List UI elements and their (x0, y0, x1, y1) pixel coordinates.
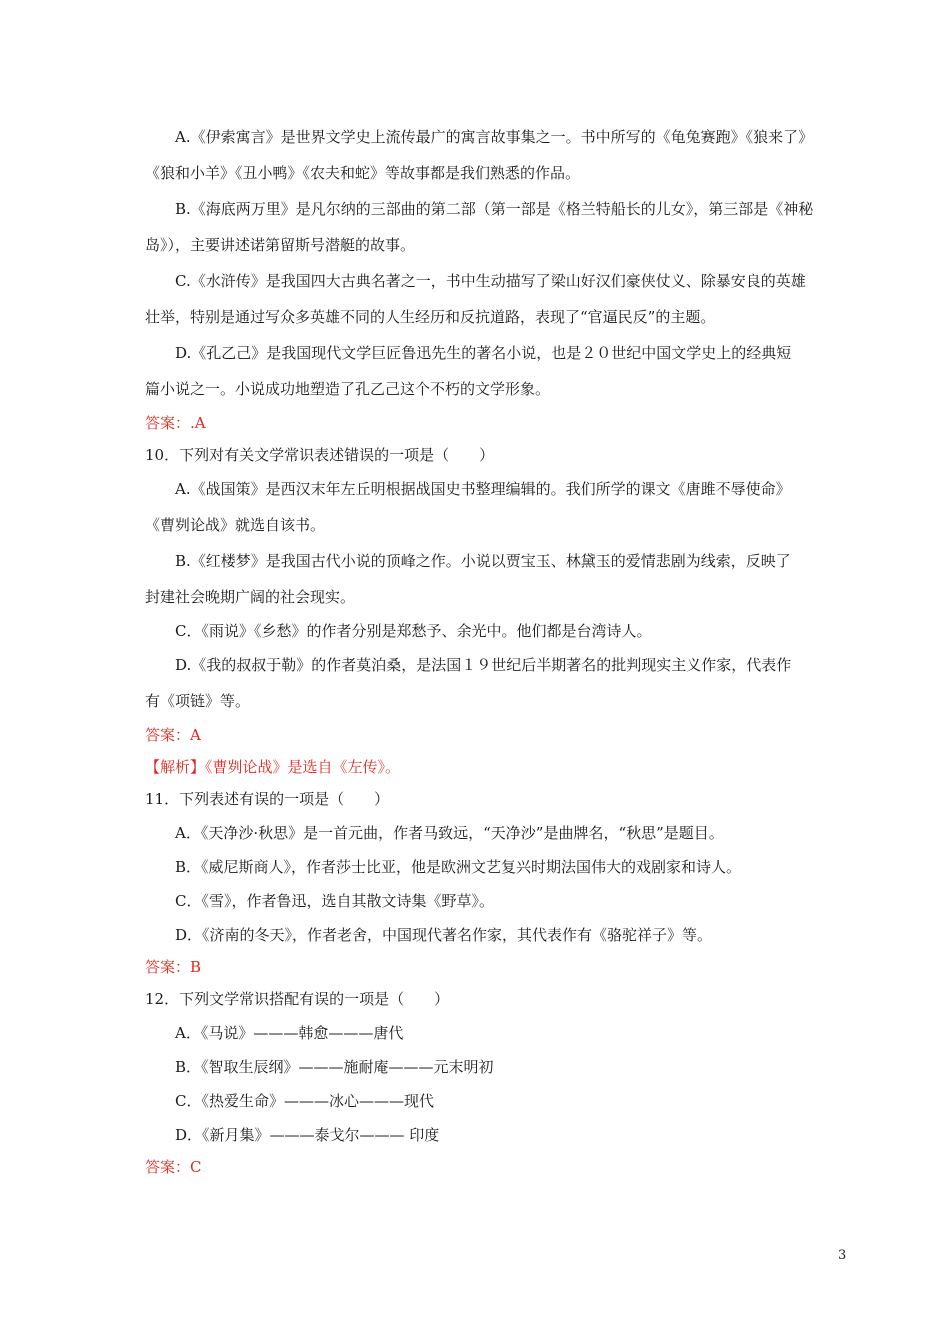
q9-option-c-line1: C.《水浒传》是我国四大古典名著之一，书中生动描写了梁山好汉们豪侠仗义、除暴安良的英雄 (175, 272, 806, 290)
q9-answer: 答案：.A (145, 414, 206, 432)
q9-option-a-line2: 《狼和小羊》《丑小鸭》《农夫和蛇》等故事都是我们熟悉的作品。 (145, 164, 581, 182)
q9-option-b-line1: B.《海底两万里》是凡尔纳的三部曲的第二部（第一部是《格兰特船长的儿女》，第三部是《神秘 (175, 200, 814, 218)
page-number: 3 (838, 1248, 847, 1263)
q10-option-c: C．《雨说》《乡愁》的作者分别是郑愁予、余光中。他们都是台湾诗人。 (175, 622, 652, 640)
q9-option-a-line1: A.《伊索寓言》是世界文学史上流传最广的寓言故事集之一。书中所写的《龟兔赛跑》《狼来了》 (175, 128, 814, 146)
q12-option-b: B．《智取生辰纲》———施耐庵———元末明初 (175, 1058, 494, 1076)
q9-option-d-line1: D.《孔乙己》是我国现代文学巨匠鲁迅先生的著名小说，也是２０世纪中国文学史上的经典短 (175, 344, 792, 362)
q10-option-d-line1: D.《我的叔叔于勒》的作者莫泊桑，是法国１９世纪后半期著名的批判现实主义作家，代表作 (175, 656, 792, 674)
q10-option-d-line2: 有《项链》等。 (145, 692, 251, 710)
q9-option-c-line2: 壮举，特别是通过写众多英雄不同的人生经历和反抗道路，表现了“官逼民反”的主题。 (145, 308, 716, 326)
q12-option-d: D．《新月集》———泰戈尔——— 印度 (175, 1126, 440, 1144)
q12-answer: 答案：C (145, 1158, 202, 1176)
q11-stem: 11．下列表述有误的一项是（ ） (145, 790, 390, 808)
q10-answer: 答案：A (145, 726, 201, 744)
q12-option-a: A．《马说》———韩愈———唐代 (175, 1024, 404, 1042)
q12-option-c: C．《热爱生命》———冰心———现代 (175, 1092, 434, 1110)
q10-option-b-line2: 封建社会晚期广阔的社会现实。 (145, 588, 356, 606)
q10-analysis: 【解析】《曹刿论战》是选自《左传》。 (145, 758, 401, 776)
q11-option-a: A．《天净沙·秋思》是一首元曲，作者马致远，“天净沙”是曲牌名，“秋思”是题目。 (175, 824, 724, 842)
q10-stem: 10．下列对有关文学常识表述错误的一项是（ ） (145, 446, 495, 464)
q11-option-b: B．《威尼斯商人》，作者莎士比亚，他是欧洲文艺复兴时期法国伟大的戏剧家和诗人。 (175, 858, 742, 876)
q11-answer: 答案：B (145, 958, 202, 976)
q9-option-b-line2: 岛》），主要讲述诺第留斯号潜艇的故事。 (145, 236, 416, 254)
q10-option-a-line2: 《曹刿论战》就选自该书。 (145, 516, 326, 534)
q12-stem: 12．下列文学常识搭配有误的一项是（ ） (145, 990, 450, 1008)
q9-option-d-line2: 篇小说之一。小说成功地塑造了孔乙己这个不朽的文学形象。 (145, 380, 551, 398)
q10-option-b-line1: B.《红楼梦》是我国古代小说的顶峰之作。小说以贾宝玉、林黛玉的爱情悲剧为线索，反映了 (175, 552, 791, 570)
q10-option-a-line1: A.《战国策》是西汉末年左丘明根据战国史书整理编辑的。我们所学的课文《唐雎不辱使命》 (175, 480, 791, 498)
q11-option-d: D．《济南的冬天》，作者老舍，中国现代著名作家，其代表作有《骆驼祥子》等。 (175, 926, 713, 944)
q11-option-c: C．《雪》，作者鲁迅，选自其散文诗集《野草》。 (175, 892, 494, 910)
